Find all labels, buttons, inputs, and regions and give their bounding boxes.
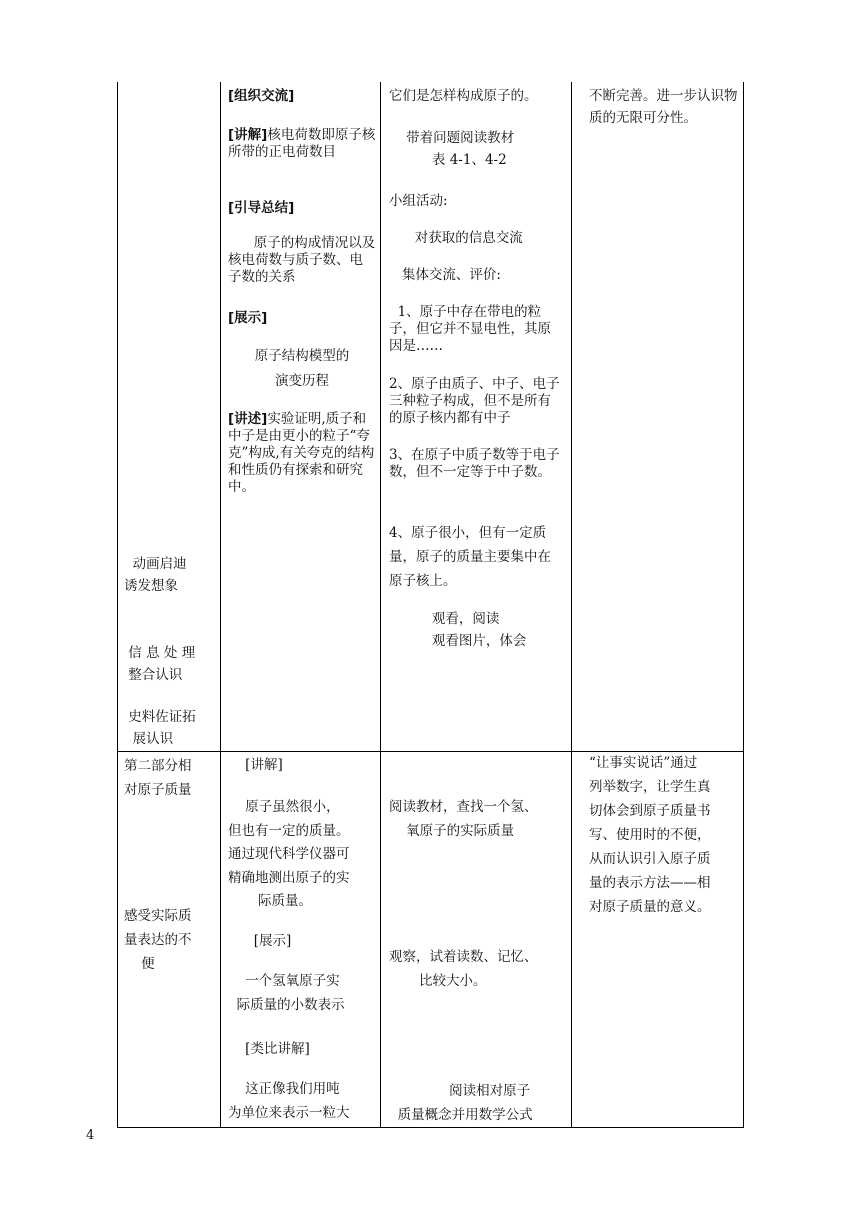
explain-nuclear-charge xyxy=(228,127,376,161)
label-analogy-explain: [类比讲解] xyxy=(228,1041,310,1057)
narrate-quarks xyxy=(228,411,376,496)
observe-read-number: 观察，试着读数、记忆、 比较大小。 xyxy=(389,949,538,989)
read-textbook-question: 带着问题阅读教材 表 4-1、4-2 xyxy=(406,130,515,168)
let-facts-speak: “让事实说话”通过 列举数字，让学生真 切体会到原子质量书 写、使用时的不便， 从而认识引入原子质 量的表示方法——相 对原子质量的意义。 xyxy=(589,755,711,915)
table-border-left xyxy=(117,82,118,1128)
page-number: 4 xyxy=(86,1128,95,1143)
label-guide-summary: [引导总结] xyxy=(228,200,295,216)
label-explain-2: [讲解] xyxy=(228,757,283,773)
row1-col1-text-1: 动画启迪 诱发想象 xyxy=(124,556,187,594)
label-narrate: [讲述] xyxy=(228,411,268,427)
column-divider-3 xyxy=(571,82,572,1128)
label-organize-exchange: [组织交流] xyxy=(228,88,295,104)
feel-inconvenience: 感受实际质 量表达的不 便 xyxy=(124,908,192,972)
column-divider-2 xyxy=(380,82,381,1128)
point-2: 2、原子由质子、中子、电子三种粒子构成，但不是所有的原子核内都有中子 xyxy=(389,376,560,426)
section-two-title: 第二部分相 对原子质量 xyxy=(124,758,192,798)
column-divider-1 xyxy=(220,82,221,1128)
row1-col1-text-3: 史料佐证拓 展认识 xyxy=(128,709,196,747)
group-activity: 小组活动: xyxy=(389,193,448,209)
table-border-bottom xyxy=(117,1127,744,1128)
summary-text: 原子的构成情况以及核电荷数与质子数、电子数的关系 xyxy=(228,235,376,285)
read-find-mass: 阅读教材，查找一个氢、 氧原子的实际质量 xyxy=(389,799,538,839)
point-1: 1、原子中存在带电的粒子，但它并不显电性，其原因是…… xyxy=(389,304,551,354)
label-show: [展示] xyxy=(228,310,268,326)
point-3: 3、在原子中质子数等于电子数，但不一定等于中子数。 xyxy=(389,447,560,480)
exchange-info: 对获取的信息交流 xyxy=(389,230,523,246)
atom-mass-text: 原子虽然很小， 但也有一定的质量。 通过现代科学仪器可 精确地测出原子的实 际质量。 xyxy=(228,799,350,909)
how-atoms-formed: 它们是怎样构成原子的。 xyxy=(389,88,538,104)
decimal-display-text: 一个氢氧原子实 际质量的小数表示 xyxy=(236,973,345,1013)
collective-evaluation: 集体交流、评价: xyxy=(389,267,501,283)
analogy-text: 这正像我们用吨 为单位来表示一粒大 xyxy=(228,1081,350,1121)
atomic-model-evolution: 原子结构模型的 演变历程 xyxy=(254,348,350,389)
watch-read: 观看，阅读 观看图片，体会 xyxy=(431,611,527,649)
label-explain: [讲解] xyxy=(228,127,268,143)
table-border-right xyxy=(743,82,744,1128)
infinite-divisibility-text: 不断完善。进一步认识物质的无限可分性。 xyxy=(589,88,738,126)
point-4: 4、原子很小，但有一定质量，原子的质量主要集中在原子核上。 xyxy=(389,525,551,589)
row1-col1-text-2: 信 息 处 理 整合认识 xyxy=(128,645,196,683)
explain-nuclear-charge-text: 核电荷数即原子核所带的正电荷数目 xyxy=(228,127,376,160)
label-show-2: [展示] xyxy=(228,933,292,949)
read-relative-mass-concept: 阅读相对原子 质量概念并用数学公式 xyxy=(397,1083,533,1123)
narrate-quarks-text: 实验证明,质子和中子是由更小的粒子“夸克”构成,有关夸克的结构和性质仍有探索和研究中。 xyxy=(228,411,375,495)
